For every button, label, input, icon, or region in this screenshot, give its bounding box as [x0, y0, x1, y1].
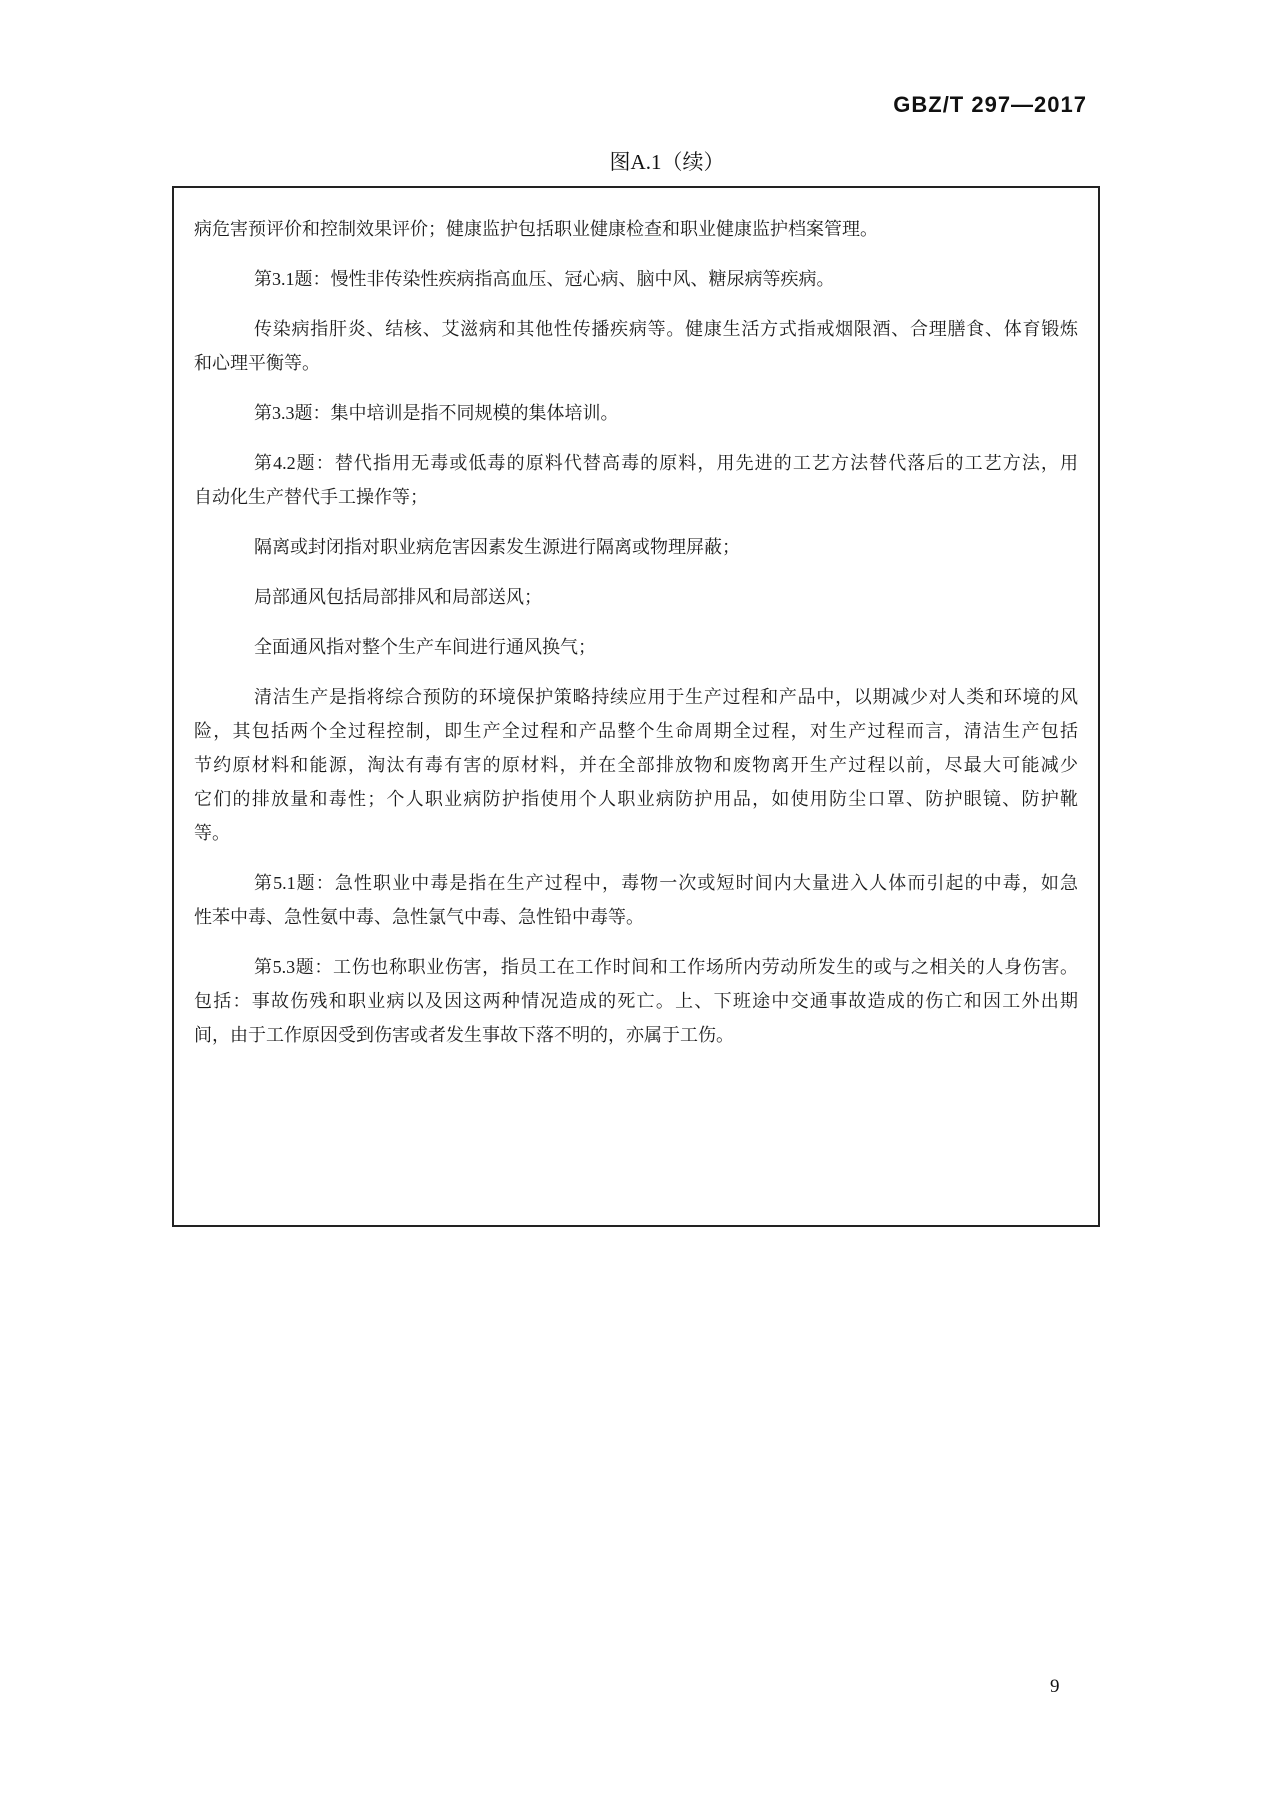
text-line: 包括：事故伤残和职业病以及因这两种情况造成的死亡。上、下班途中交通事故造成的伤亡和因工外出期 [194, 991, 1078, 1011]
text-line: 第5.1题：急性职业中毒是指在生产过程中，毒物一次或短时间内大量进入人体而引起的中毒，如急 [254, 873, 1078, 893]
text-line: 传染病指肝炎、结核、艾滋病和其他性传播疾病等。健康生活方式指戒烟限酒、合理膳食、体育锻炼 [254, 319, 1078, 339]
paragraph-continuation [194, 212, 1078, 246]
text-line: 节约原材料和能源，淘汰有毒有害的原材料，并在全部排放物和废物离开生产过程以前，尽最大可能减少 [194, 755, 1078, 775]
text-line: 间，由于工作原因受到伤害或者发生事故下落不明的，亦属于工伤。 [194, 1025, 734, 1045]
page-number: 9 [1050, 1676, 1060, 1697]
paragraph-general-ventilation [194, 630, 1078, 664]
paragraph-q3-3 [194, 396, 1078, 430]
text-line: 病危害预评价和控制效果评价；健康监护包括职业健康检查和职业健康监护档案管理。 [194, 219, 878, 239]
text-line: 性苯中毒、急性氨中毒、急性氯气中毒、急性铅中毒等。 [194, 907, 644, 927]
standard-code: GBZ/T 297—2017 [893, 92, 1087, 117]
paragraph-q5-3 [194, 950, 1078, 1052]
paragraph-local-ventilation [194, 580, 1078, 614]
text-line: 第3.1题：慢性非传染性疾病指高血压、冠心病、脑中风、糖尿病等疾病。 [254, 269, 835, 289]
text-line: 它们的排放量和毒性；个人职业病防护指使用个人职业病防护用品，如使用防尘口罩、防护眼镜、防护靴 [194, 789, 1078, 809]
figure-title: 图A.1（续） [609, 150, 725, 174]
figure-content-box [172, 186, 1100, 1227]
text-line: 隔离或封闭指对职业病危害因素发生源进行隔离或物理屏蔽； [254, 537, 740, 557]
text-line: 等。 [194, 823, 230, 843]
text-line: 局部通风包括局部排风和局部送风； [254, 587, 542, 607]
paragraph-q3-1 [194, 262, 1078, 296]
text-line: 第4.2题：替代指用无毒或低毒的原料代替高毒的原料，用先进的工艺方法替代落后的工艺方法，用 [254, 453, 1078, 473]
paragraph-q5-1 [194, 866, 1078, 934]
text-line: 险，其包括两个全过程控制，即生产全过程和产品整个生命周期全过程，对生产过程而言，清洁生产包括 [194, 721, 1078, 741]
paragraph-isolation [194, 530, 1078, 564]
text-line: 第5.3题：工伤也称职业伤害，指员工在工作时间和工作场所内劳动所发生的或与之相关的人身伤害。 [254, 957, 1078, 977]
text-line: 第3.3题：集中培训是指不同规模的集体培训。 [254, 403, 619, 423]
paragraph-infectious-disease [194, 312, 1078, 380]
text-line: 自动化生产替代手工操作等； [194, 487, 428, 507]
text-line: 清洁生产是指将综合预防的环境保护策略持续应用于生产过程和产品中，以期减少对人类和环境的风 [254, 687, 1078, 707]
paragraph-q4-2 [194, 446, 1078, 514]
paragraph-clean-production [194, 680, 1078, 850]
text-line: 和心理平衡等。 [194, 353, 320, 373]
text-line: 全面通风指对整个生产车间进行通风换气； [254, 637, 596, 657]
